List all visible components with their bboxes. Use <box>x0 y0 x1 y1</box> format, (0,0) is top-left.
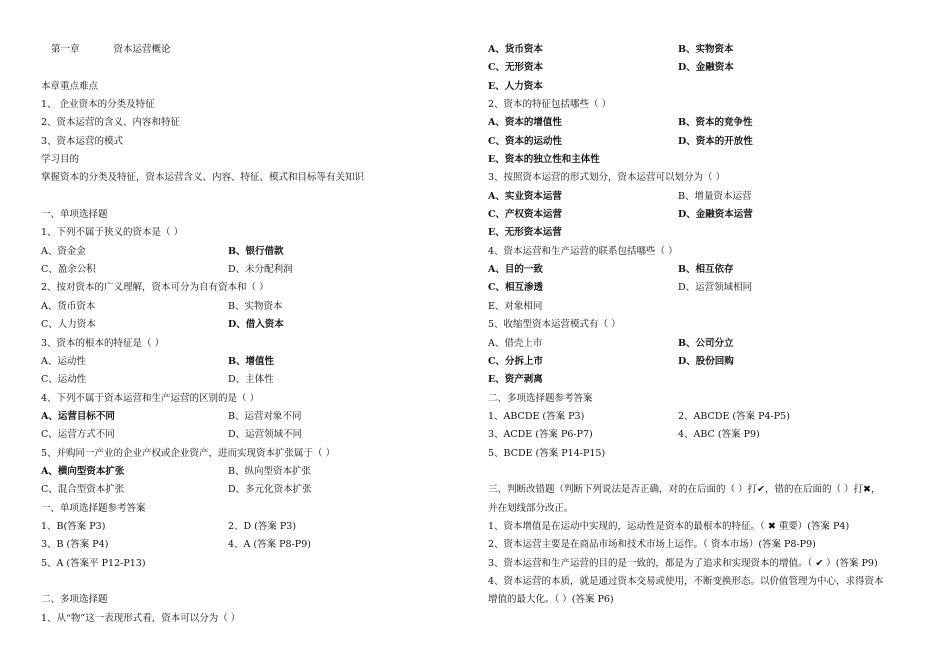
option: B、实物资本 <box>228 300 283 312</box>
option: D、未分配利润 <box>228 264 293 276</box>
key-point-1: 1、 企业资本的分类及特征 <box>41 99 155 111</box>
option-answer: B、相互依存 <box>678 264 734 276</box>
multi-q3-row1 <box>488 188 918 206</box>
right-column <box>488 41 918 610</box>
chapter-title: 资本运营概论 <box>113 44 171 55</box>
option: D、运营领域相同 <box>678 282 753 294</box>
judgement-4-cont: 增值的最大化。（ ）(答案 P6) <box>488 594 614 606</box>
multi-q3-row2 <box>488 206 918 224</box>
single-q3-row1 <box>41 353 461 371</box>
section-1-heading: 一、单项选择题 <box>41 209 108 221</box>
multi-q1-row2 <box>488 59 918 77</box>
single-q3: 3、资本的根本的特征是（ ） <box>41 337 165 349</box>
option: C、混合型资本扩张 <box>41 484 125 496</box>
answer: 2、D (答案 P3) <box>228 520 297 532</box>
single-q4-row1 <box>41 408 461 426</box>
section-3-heading-cont: 并在划线部分改正。 <box>488 502 574 514</box>
key-point-2: 2、资本运营的含义、内容和特征 <box>41 117 181 129</box>
multi-q1-row3: E、人力资本 <box>488 80 543 92</box>
judgement-3: 3、资本运营和生产运营的目的是一致的，都是为了追求和实现资本的增值。（ ✔ ）(答案 P9) <box>488 557 878 569</box>
option-answer: C、无形资本 <box>488 62 544 74</box>
multi-q2-row3: E、资本的独立性和主体性 <box>488 154 600 166</box>
multi-answers-row-1 <box>488 408 918 426</box>
option: A、资金金 <box>41 245 86 257</box>
key-points-heading: 本章重点难点 <box>41 80 99 92</box>
option: B、纵向型资本扩张 <box>228 465 311 477</box>
multi-answers-row-2 <box>488 426 918 444</box>
answer: 4、A (答案 P8-P9) <box>228 539 311 551</box>
objective-text: 掌握资本的分类及特征，资本运营含义、内容、特征、模式和目标等有关知识 <box>41 172 365 184</box>
objective-heading: 学习目的 <box>41 154 80 166</box>
chapter-heading <box>41 41 461 59</box>
option-answer: B、银行借款 <box>228 245 284 257</box>
multi-q5: 5、收缩型资本运营模式有（ ） <box>488 319 621 331</box>
option-answer: D、金融资本 <box>678 62 734 74</box>
answer: 3、B (答案 P4) <box>41 539 109 551</box>
multi-q3-row3: E、无形资本运营 <box>488 227 562 239</box>
option-answer: A、运营目标不同 <box>41 410 115 422</box>
multi-q2-row2 <box>488 133 918 151</box>
judgement-1: 1、资本增值是在运动中实现的，运动性是资本的最根本的特征。（ ✖ 重要）(答案 P4) <box>488 520 850 532</box>
single-q4-row2 <box>41 426 461 444</box>
multi-q2: 2、资本的特征包括哪些（ ） <box>488 99 612 111</box>
option: D、运营领域不同 <box>228 429 303 441</box>
answers-row-2 <box>41 536 461 554</box>
key-point-3: 3、资本运营的模式 <box>41 135 124 147</box>
option-answer: C、相互渗透 <box>488 282 544 294</box>
option: A、货币资本 <box>41 300 96 312</box>
left-column <box>41 41 461 628</box>
single-q3-row2 <box>41 371 461 389</box>
option: C、盈余公积 <box>41 264 96 276</box>
single-q2-row1 <box>41 298 461 316</box>
answers-row-1 <box>41 518 461 536</box>
judgement-4: 4、资本运营的本质，就是通过资本交易或使用，不断变换形态。以价值管理为中心，求得资本 <box>488 575 884 587</box>
option-answer: A、实业资本运营 <box>488 190 562 202</box>
multi-q5-row1 <box>488 335 918 353</box>
option: D、多元化资本扩张 <box>228 484 312 496</box>
multi-q3: 3、按照资本运营的形式划分，资本运营可以划分为（ ） <box>488 172 726 184</box>
single-q4: 4、下列不属于资本运营和生产运营的区别的是（ ） <box>41 392 260 404</box>
multi-q4: 4、资本运营和生产运营的联系包括哪些（ ） <box>488 245 678 257</box>
option: A、运动性 <box>41 355 86 367</box>
multi-q5-row3: E、资产剥离 <box>488 374 543 386</box>
option-answer: A、目的一致 <box>488 264 543 276</box>
multi-q1: 1、从“物”这一表现形式看，资本可以分为（ ） <box>41 612 241 624</box>
single-q1-row2 <box>41 261 461 279</box>
option: B、增量资本运营 <box>678 190 752 202</box>
option-answer: D、借入资本 <box>228 319 284 331</box>
answer: 2、ABCDE (答案 P4-P5) <box>678 410 790 422</box>
answer: 1、ABCDE (答案 P3) <box>488 410 585 422</box>
answer: 1、B(答案 P3) <box>41 520 106 532</box>
chapter-number: 第一章 <box>51 44 80 55</box>
option-answer: B、增值性 <box>228 355 275 367</box>
multi-q4-row3: E、对象相同 <box>488 300 543 312</box>
option: D、主体性 <box>228 374 274 386</box>
judgement-2: 2、资本运营主要是在商品市场和技术市场上运作。（ 资本市场）(答案 P8-P9) <box>488 539 816 551</box>
option-answer: D、股份回购 <box>678 355 734 367</box>
option-answer: D、金融资本运营 <box>678 209 753 221</box>
section-2-heading: 二、多项选择题 <box>41 594 108 606</box>
multi-answers-heading: 二、多项选择题参考答案 <box>488 392 593 404</box>
multi-answers-row-3: 5、BCDE (答案 P14-P15) <box>488 447 606 459</box>
option: C、人力资本 <box>41 319 96 331</box>
multi-q5-row2 <box>488 353 918 371</box>
answers-row-3: 5、A (答案平 P12-P13) <box>41 557 146 569</box>
option-answer: B、实物资本 <box>678 44 734 55</box>
option-answer: A、货币资本 <box>488 44 543 55</box>
option-answer: C、分拆上市 <box>488 355 544 367</box>
option-answer: D、资本的开放性 <box>678 135 753 147</box>
single-q5-row1 <box>41 463 461 481</box>
answers-heading: 一、单项选择题参考答案 <box>41 502 146 514</box>
option-answer: B、公司分立 <box>678 337 734 349</box>
answer: 3、ACDE (答案 P6-P7) <box>488 429 593 441</box>
option: C、运动性 <box>41 374 87 386</box>
single-q2: 2、按对资本的广义理解，资本可分为自有资本和（ ） <box>41 282 269 294</box>
single-q5-row2 <box>41 481 461 499</box>
option-answer: C、产权资本运营 <box>488 209 563 221</box>
single-q5: 5、并购同一产业的企业产权或企业资产，进而实现资本扩张属于（ ） <box>41 447 336 459</box>
multi-q2-row1 <box>488 114 918 132</box>
option-answer: A、资本的增值性 <box>488 117 562 129</box>
multi-q4-row1 <box>488 261 918 279</box>
option-answer: C、资本的运动性 <box>488 135 563 147</box>
option: B、运营对象不同 <box>228 410 302 422</box>
multi-q4-row2 <box>488 279 918 297</box>
option: A、借壳上市 <box>488 337 543 349</box>
single-q1-row1 <box>41 243 461 261</box>
option-answer: A、横向型资本扩张 <box>41 465 125 477</box>
answer: 4、ABC (答案 P9) <box>678 429 760 441</box>
option-answer: B、资本的竞争性 <box>678 117 753 129</box>
multi-q1-row1 <box>488 41 918 59</box>
single-q1: 1、下列不属于狭义的资本是（ ） <box>41 227 184 239</box>
option: C、运营方式不同 <box>41 429 115 441</box>
section-3-heading: 三、判断改错题（判断下列说法是否正确，对的在后面的（ ）打✔，错的在后面的（ ）打✖， <box>488 484 881 496</box>
single-q2-row2 <box>41 316 461 334</box>
